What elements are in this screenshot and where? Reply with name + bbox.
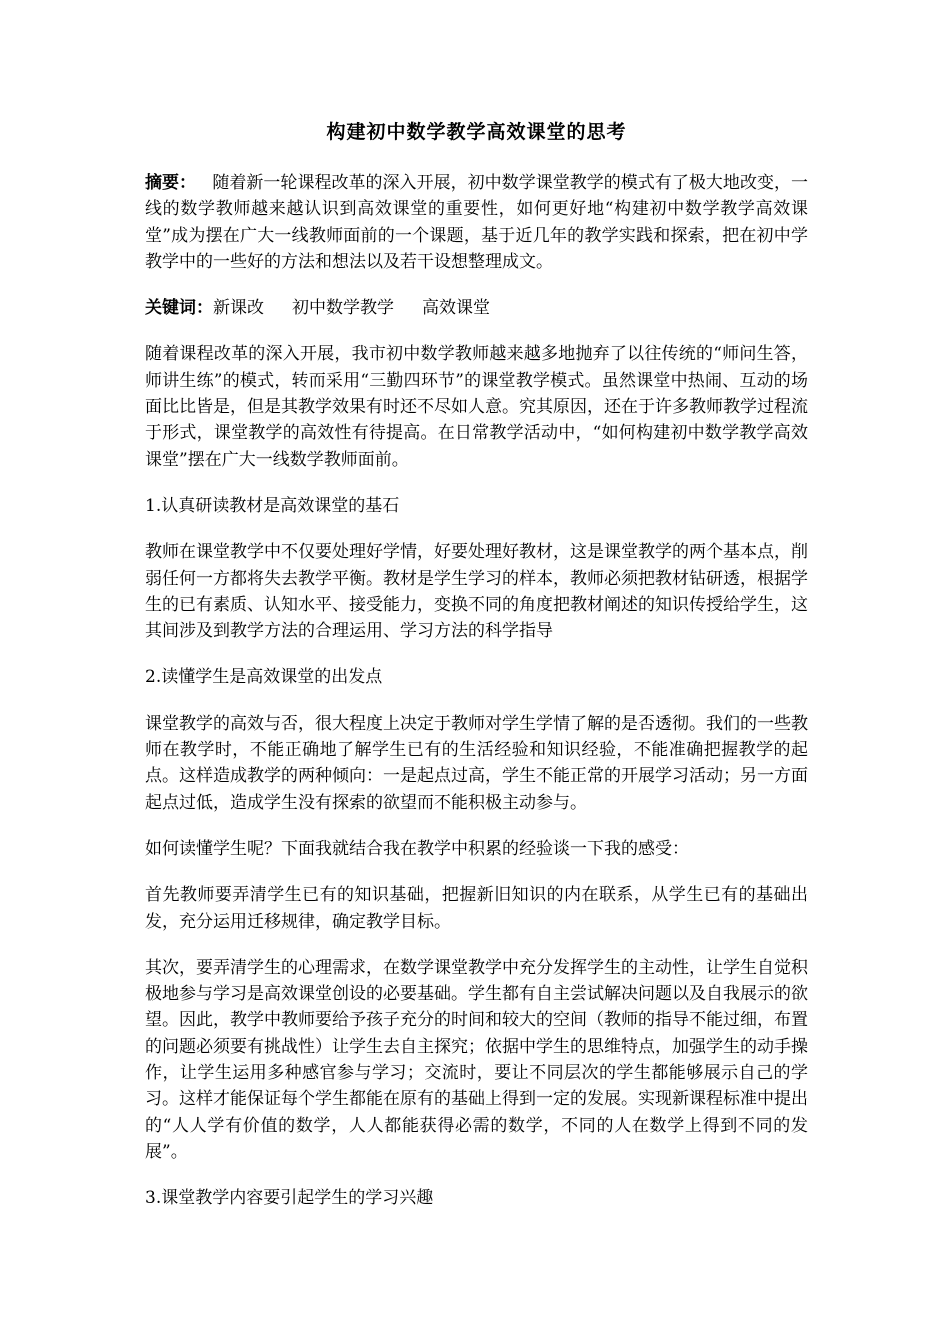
keyword-item: 初中数学教学 — [292, 298, 394, 319]
intro-paragraph: 随着课程改革的深入开展，我市初中数学教师越来越多地抛弃了以往传统的“师问生答，师讲生练”的模式，转而采用“三勤四环节”的课堂教学模式。虽然课堂中热闹、互动的场面比比皆是，但是其教学效果有时还不尽如人意。究其原因，还在于许多教师教学过程流于形式，课堂教学的高效性有待提高。在日常教学活动中，“如何构建初中数学教学高效课堂”摆在广大一线数学教师面前。 — [145, 344, 808, 470]
abstract-paragraph — [145, 170, 808, 275]
section-heading: 3.课堂教学内容要引起学生的学习兴趣 — [145, 1188, 434, 1209]
abstract-label: 摘要： — [145, 173, 197, 193]
section-paragraph: 课堂教学的高效与否，很大程度上决定于教师对学生学情了解的是否透彻。我们的一些教师在教学时，不能正确地了解学生已有的生活经验和知识经验，不能准确把握教学的起点。这样造成教学的两种倾向：一是起点过高，学生不能正常的开展学习活动；另一方面起点过低，造成学生没有探索的欲望而不能积极主动参与。 — [145, 713, 808, 813]
section-paragraph: 如何读懂学生呢？下面我就结合我在教学中积累的经验谈一下我的感受： — [145, 838, 689, 859]
document-page — [145, 118, 808, 1232]
keywords-label: 关键词： — [145, 298, 213, 319]
keyword-item: 高效课堂 — [422, 298, 490, 319]
section-paragraph: 教师在课堂教学中不仅要处理好学情，好要处理好教材，这是课堂教学的两个基本点，削弱任何一方都将失去教学平衡。教材是学生学习的样本，教师必须把教材钻研透，根据学生的已有素质、认知水平、接受能力，变换不同的角度把教材阐述的知识传授给学生，这其间涉及到教学方法的合理运用、学习方法的科学指导 — [145, 542, 808, 642]
section-heading: 2.读懂学生是高效课堂的出发点 — [145, 667, 383, 688]
section-paragraph: 首先教师要弄清学生已有的知识基础，把握新旧知识的内在联系，从学生已有的基础出发，充分运用迁移规律，确定教学目标。 — [145, 885, 808, 932]
keywords-paragraph — [145, 295, 808, 321]
section-paragraph: 其次，要弄清学生的心理需求，在数学课堂教学中充分发挥学生的主动性，让学生自觉积极地参与学习是高效课堂创设的必要基础。学生都有自主尝试解决问题以及自我展示的欲望。因此，教学中教师要给予孩子充分的时间和较大的空间（教师的指导不能过细，布置的问题必须要有挑战性）让学生去自主探究；依据中学生的思维特点，加强学生的动手操作，让学生运用多种感官参与学习；交流时，要让不同层次的学生都能够展示自己的学习。这样才能保证每个学生都能在原有的基础上得到一定的发展。实现新课程标准中提出的“人人学有价值的数学，人人都能获得必需的数学，不同的人在数学上得到不同的发展”。 — [145, 957, 808, 1162]
document-title: 构建初中数学教学高效课堂的思考 — [326, 121, 627, 143]
section-heading: 1.认真研读教材是高效课堂的基石 — [145, 495, 400, 516]
abstract-text: 随着新一轮课程改革的深入开展，初中数学课堂教学的模式有了极大地改变，一线的数学教师越来越认识到高效课堂的重要性，如何更好地“构建初中数学教学高效课堂”成为摆在广大一线教师面前的一个课题，基于近几年的教学实践和探索，把在初中学教学中的一些好的方法和想法以及若干设想整理成文。 — [145, 173, 809, 272]
keyword-item: 新课改 — [213, 298, 264, 319]
